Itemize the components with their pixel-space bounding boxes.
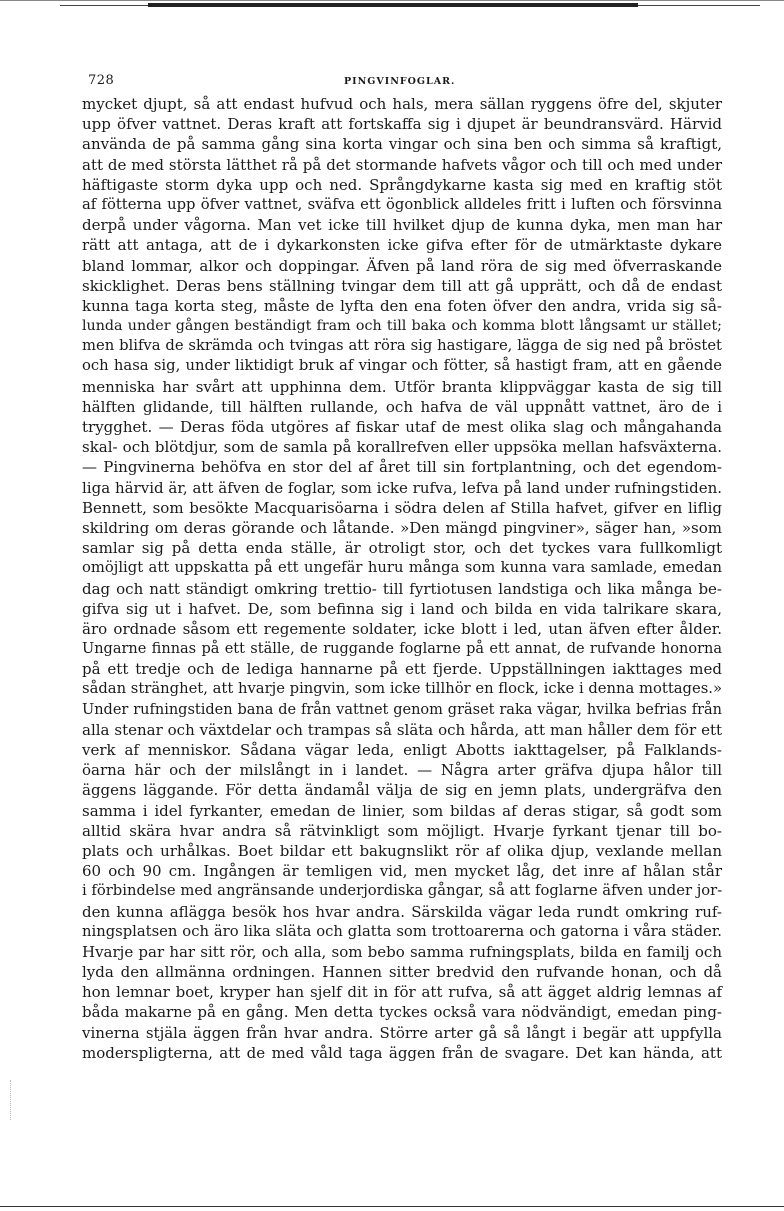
text-line: alla stenar och växtdelar och trampas så släta och hårda, att man håller dem för ett — [82, 720, 722, 739]
text-line: Bennett, som besökte Macquarisöarna i södra delen af Stilla hafvet, gifver en liflig — [82, 498, 722, 517]
text-line: verk af menniskor. Sådana vägar leda, enligt Abotts iakttagelser, på Falklands- — [82, 741, 722, 759]
text-line: alltid skära hvar andra så rätvinkligt som möjligt. Hvarje fyrkant tjenar till bo- — [82, 821, 722, 840]
bottom-rule-line — [0, 1206, 784, 1207]
text-line: derpå under vågorna. Man vet icke till hvilket djup de kunna dyka, men man har — [82, 216, 722, 235]
text-line: men blifva de skrämda och tvingas att röra sig hastigare, lägga de sig ned på bröstet — [82, 337, 722, 355]
text-line: äro ordnade såsom ett regemente soldater, icke blott i led, utan äfven efter ålder. — [82, 619, 722, 638]
text-line: kunna taga korta steg, måste de lyfta den ena foten öfver den andra, vrida sig så- — [82, 296, 722, 315]
text-line: Hvarje par har sitt rör, och alla, som bebo samma rufningsplats, bilda en familj och — [82, 942, 722, 961]
text-line: att de med största lätthet rå på det stormande hafvets vågor och till och med under — [82, 155, 722, 174]
text-line: samlar sig på detta enda ställe, är otroligt stor, och det tyckes vara fullkomligt — [82, 539, 722, 558]
text-line: gifva sig ut i hafvet. De, som befinna sig i land och bilda en vida talrikare skara, — [82, 599, 722, 618]
text-line: trygghet. — Deras föda utgöres af fiskar utaf de mest olika slag och mångahanda — [82, 418, 722, 436]
text-line: sådan stränghet, att hvarje pingvin, som icke tillhör en flock, icke i denna mottages.» — [82, 680, 722, 698]
text-line: dag och natt ständigt omkring trettio- till fyrtiotusen landstiga och lika många be- — [82, 579, 722, 598]
text-line: på ett tredje och de lediga hannarne på ett fjerde. Uppställningen iakttages med — [82, 660, 722, 679]
text-line: häftigaste storm dyka upp och ned. Språngdykarne kasta sig med en kraftig stöt — [82, 175, 722, 194]
text-line: hälften glidande, till hälften rullande, och hafva de väl uppnått vattnet, äro de i — [82, 397, 722, 416]
running-head: PINGVINFOGLAR. — [344, 76, 456, 87]
text-line: den kunna aflägga besök hos hvar andra. Särskilda vägar leda rundt omkring ruf- — [82, 902, 722, 921]
body-text — [82, 94, 722, 1063]
text-line: 60 och 90 cm. Ingången är temligen vid, men mycket låg, det inre af hålan står — [82, 862, 722, 881]
text-line: Under rufningstiden bana de från vattnet genom gräset raka vägar, hvilka befrias från — [82, 701, 722, 718]
text-line: skal- och blötdjur, som de samla på korallrefven eller uppsöka mellan hafsväxterna. — [82, 438, 722, 457]
text-line: — Pingvinerna behöfva en stor del af året till sin fortplantning, och det egendom- — [82, 458, 722, 477]
text-line: hon lemnar boet, kryper han sjelf dit in för att rufva, så att ägget aldrig lemnas af — [82, 983, 722, 1002]
text-line: båda makarne på en gång. Men detta tyckes också vara nödvändigt, emedan ping- — [82, 1003, 722, 1022]
text-line: lunda under gången beständigt fram och till baka och komma blott långsamt ur stället; — [82, 318, 722, 335]
text-line: samma i idel fyrkanter, emedan de linier, som bildas af deras stigar, så godt som — [82, 801, 722, 820]
bottom-border-rule — [0, 1203, 784, 1211]
text-line: moderspligterna, att de med våld taga äggen från de svagare. Det kan hända, att — [82, 1043, 722, 1062]
text-line: och hasa sig, under liktidigt bruk af vingar och fötter, så hastigt fram, att en gående — [82, 357, 722, 375]
text-line: vinerna stjäla äggen från hvar andra. Större arter gå så långt i begär att uppfylla — [82, 1023, 722, 1042]
text-line: skicklighet. Deras bens ställning tvingar dem till att gå upprätt, och då de endast — [82, 276, 722, 295]
text-line: menniska har svårt att upphinna dem. Utför branta klippväggar kasta de sig till — [82, 377, 722, 396]
page-number: 728 — [88, 73, 115, 88]
text-line: lyda den allmänna ordningen. Hannen sitter bredvid den rufvande honan, och då — [82, 963, 722, 982]
top-thick-rule — [148, 3, 638, 7]
text-line: upp öfver vattnet. Deras kraft att fortskaffa sig i djupet är beundransvärd. Härvid — [82, 115, 722, 134]
text-line: omöjligt att uppskatta på ett ungefär huru många som kunna vara samlade, emedan — [82, 559, 722, 577]
text-line: öarna här och der milslångt in i landet. — Några arter gräfva djupa hålor till — [82, 761, 722, 780]
text-line: liga härvid är, att äfven de foglar, som icke rufva, lefva på land under rufningstiden. — [82, 478, 722, 497]
text-line: af fötterna upp öfver vattnet, sväfva ett ögonblick alldeles fritt i luften och försvinna — [82, 195, 722, 213]
text-line: rätt att antaga, att de i dykarkonsten icke gifva efter för de utmärktaste dykare — [82, 236, 722, 255]
text-line: skildring om deras görande och låtande. »Den mängd pingviner», säger han, »som — [82, 518, 722, 537]
text-line: bland lommar, alkor och doppingar. Äfven på land röra de sig med öfverraskande — [82, 256, 722, 275]
text-line: Ungarne finnas på ett ställe, de ruggande foglarne på ett annat, de rufvande honorna — [82, 641, 722, 658]
text-line: äggens läggande. För detta ändamål välja de sig en jemn plats, undergräfva den — [82, 781, 722, 800]
text-line: ningsplatsen och äro lika släta och glatta som trottoarerna och gatorna i våra städer. — [82, 922, 722, 940]
text-line: mycket djupt, så att endast hufvud och hals, mera sällan ryggens öfre del, skjuter — [82, 95, 722, 113]
text-line: plats och urhålkas. Boet bildar ett bakugnslikt rör af olika djup, vexlande mellan — [82, 841, 722, 860]
text-line: använda de på samma gång sina korta vingar och sina ben och simma så kraftigt, — [82, 135, 722, 154]
text-line: i förbindelse med angränsande underjordiska gångar, så att foglarne äfven under jor- — [82, 882, 723, 900]
margin-marks — [10, 1080, 12, 1120]
top-border-rule — [0, 0, 784, 8]
